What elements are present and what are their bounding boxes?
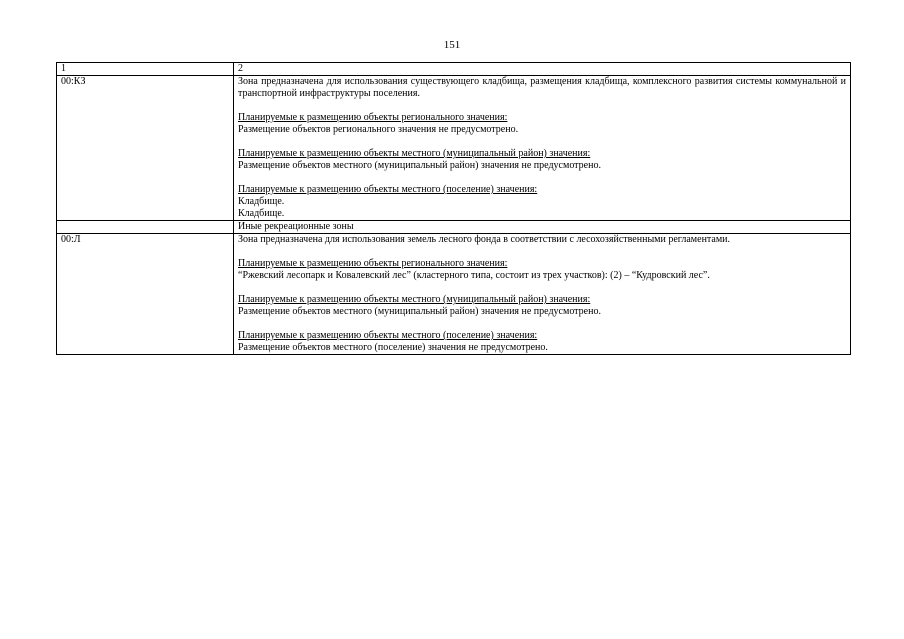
section-title-row <box>57 221 851 234</box>
page-number: 151 <box>443 39 461 51</box>
column-header-2: 2 <box>234 63 851 76</box>
zone-description-l <box>234 234 851 355</box>
zone-intro: Зона предназначена для использования существующего кладбища, размещения кладбища, комплексного развития системы коммунальной и транспортной инфраструктуры поселения. <box>238 76 846 99</box>
section-title-empty-cell <box>57 221 234 234</box>
column-header-1: 1 <box>57 63 234 76</box>
municipal-heading: Планируемые к размещению объекты местного (муниципальный район) значения: <box>238 294 591 305</box>
regional-heading: Планируемые к размещению объекты регионального значения: <box>238 112 508 123</box>
zone-code-kz: 00:КЗ <box>57 76 234 221</box>
regional-heading: Планируемые к размещению объекты регионального значения: <box>238 258 508 269</box>
zones-table <box>56 62 851 355</box>
zone-code-l: 00:Л <box>57 234 234 355</box>
municipal-heading: Планируемые к размещению объекты местного (муниципальный район) значения: <box>238 148 591 159</box>
table-row-kz <box>57 76 851 221</box>
table-header-row <box>57 63 851 76</box>
settlement-heading: Планируемые к размещению объекты местного (поселение) значения: <box>238 330 538 341</box>
settlement-item: Кладбище. <box>238 196 285 207</box>
section-title: Иные рекреационные зоны <box>234 221 851 234</box>
municipal-text: Размещение объектов местного (муниципальный район) значения не предусмотрено. <box>238 306 601 317</box>
zone-intro: Зона предназначена для использования земель лесного фонда в соответствии с лесохозяйственными регламентами. <box>238 234 731 245</box>
municipal-text: Размещение объектов местного (муниципальный район) значения не предусмотрено. <box>238 160 601 171</box>
settlement-heading: Планируемые к размещению объекты местного (поселение) значения: <box>238 184 538 195</box>
regional-text: Размещение объектов регионального значения не предусмотрено. <box>238 124 519 135</box>
table-row-l <box>57 234 851 355</box>
settlement-text: Размещение объектов местного (поселение) значения не предусмотрено. <box>238 342 548 353</box>
zone-description-kz <box>234 76 851 221</box>
regional-text: “Ржевский лесопарк и Ковалевский лес” (кластерного типа, состоит из трех участков): (2) – “Кудровский лес”. <box>238 270 710 281</box>
settlement-item: Кладбище. <box>238 208 285 219</box>
